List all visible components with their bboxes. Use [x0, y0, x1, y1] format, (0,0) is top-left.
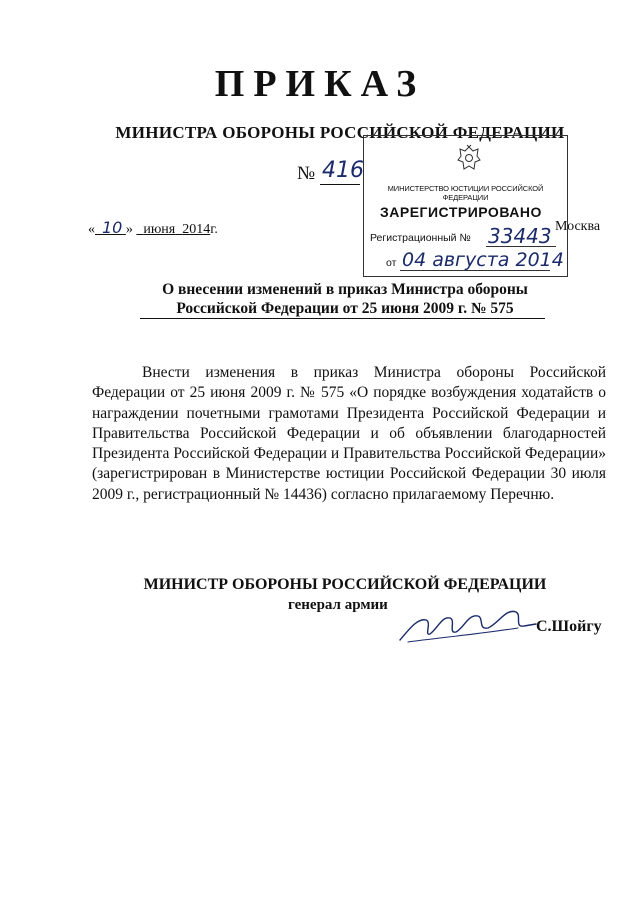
order-number-underline — [320, 184, 360, 185]
handwritten-signature — [398, 598, 538, 648]
date-quote-close: » — [125, 222, 133, 237]
stamp-organization: МИНИСТЕРСТВО ЮСТИЦИИ РОССИЙСКОЙ ФЕДЕРАЦИИ — [387, 184, 544, 202]
stamp-reg-number-value: 33443 — [488, 224, 552, 248]
stamp-date-value: 04 августа 2014 — [402, 249, 564, 271]
order-date — [88, 218, 218, 238]
registration-stamp — [363, 135, 568, 277]
issuer-subtitle: МИНИСТРА ОБОРОНЫ РОССИЙСКОЙ ФЕДЕРАЦИИ — [115, 123, 565, 142]
signatory-rank: генерал армии — [288, 597, 388, 613]
stamp-date-label: от — [386, 257, 397, 269]
date-month: июня — [143, 222, 176, 237]
document-title: ПРИКАЗ — [214, 63, 426, 105]
date-year: 2014 — [182, 222, 211, 237]
stamp-reg-number-underline — [486, 246, 556, 247]
document-heading-underline — [140, 318, 545, 319]
body-paragraph: Внести изменения в приказ Министра обороны Российской Федерации от 25 июня 2009 г. № 575 «О порядке возбуждения ходатайств о награждении почетными грамотами Президента Российской Федерации и Правительства Российской Федерации и об объявлении благодарностей Президента Российской Федерации и Правительства Российской Федерации» (зарегистрирован в Министерстве юстиции Российской Федерации 30 июля 2009 г., регистрационный № 14436) согласно прилагаемому Перечню. — [92, 364, 606, 503]
stamp-date-underline — [400, 270, 550, 271]
date-quote-open: « — [88, 222, 95, 237]
order-city: Москва — [555, 219, 601, 234]
order-number-value: 416 — [322, 158, 364, 183]
coat-of-arms-icon — [456, 144, 482, 174]
stamp-reg-number-label: Регистрационный № — [370, 232, 471, 244]
date-day: 10 — [102, 218, 123, 237]
stamp-registered: ЗАРЕГИСТРИРОВАНО — [380, 204, 542, 220]
document-heading-line1: О внесении изменений в приказ Министра обороны — [162, 281, 528, 298]
document-heading-line2: Российской Федерации от 25 июня 2009 г. № 575 — [176, 300, 514, 317]
signatory-name: С.Шойгу — [536, 618, 602, 635]
signatory-title: МИНИСТР ОБОРОНЫ РОССИЙСКОЙ ФЕДЕРАЦИИ — [143, 576, 547, 593]
date-year-suffix: г. — [210, 222, 218, 237]
order-number-label: № — [297, 163, 316, 184]
